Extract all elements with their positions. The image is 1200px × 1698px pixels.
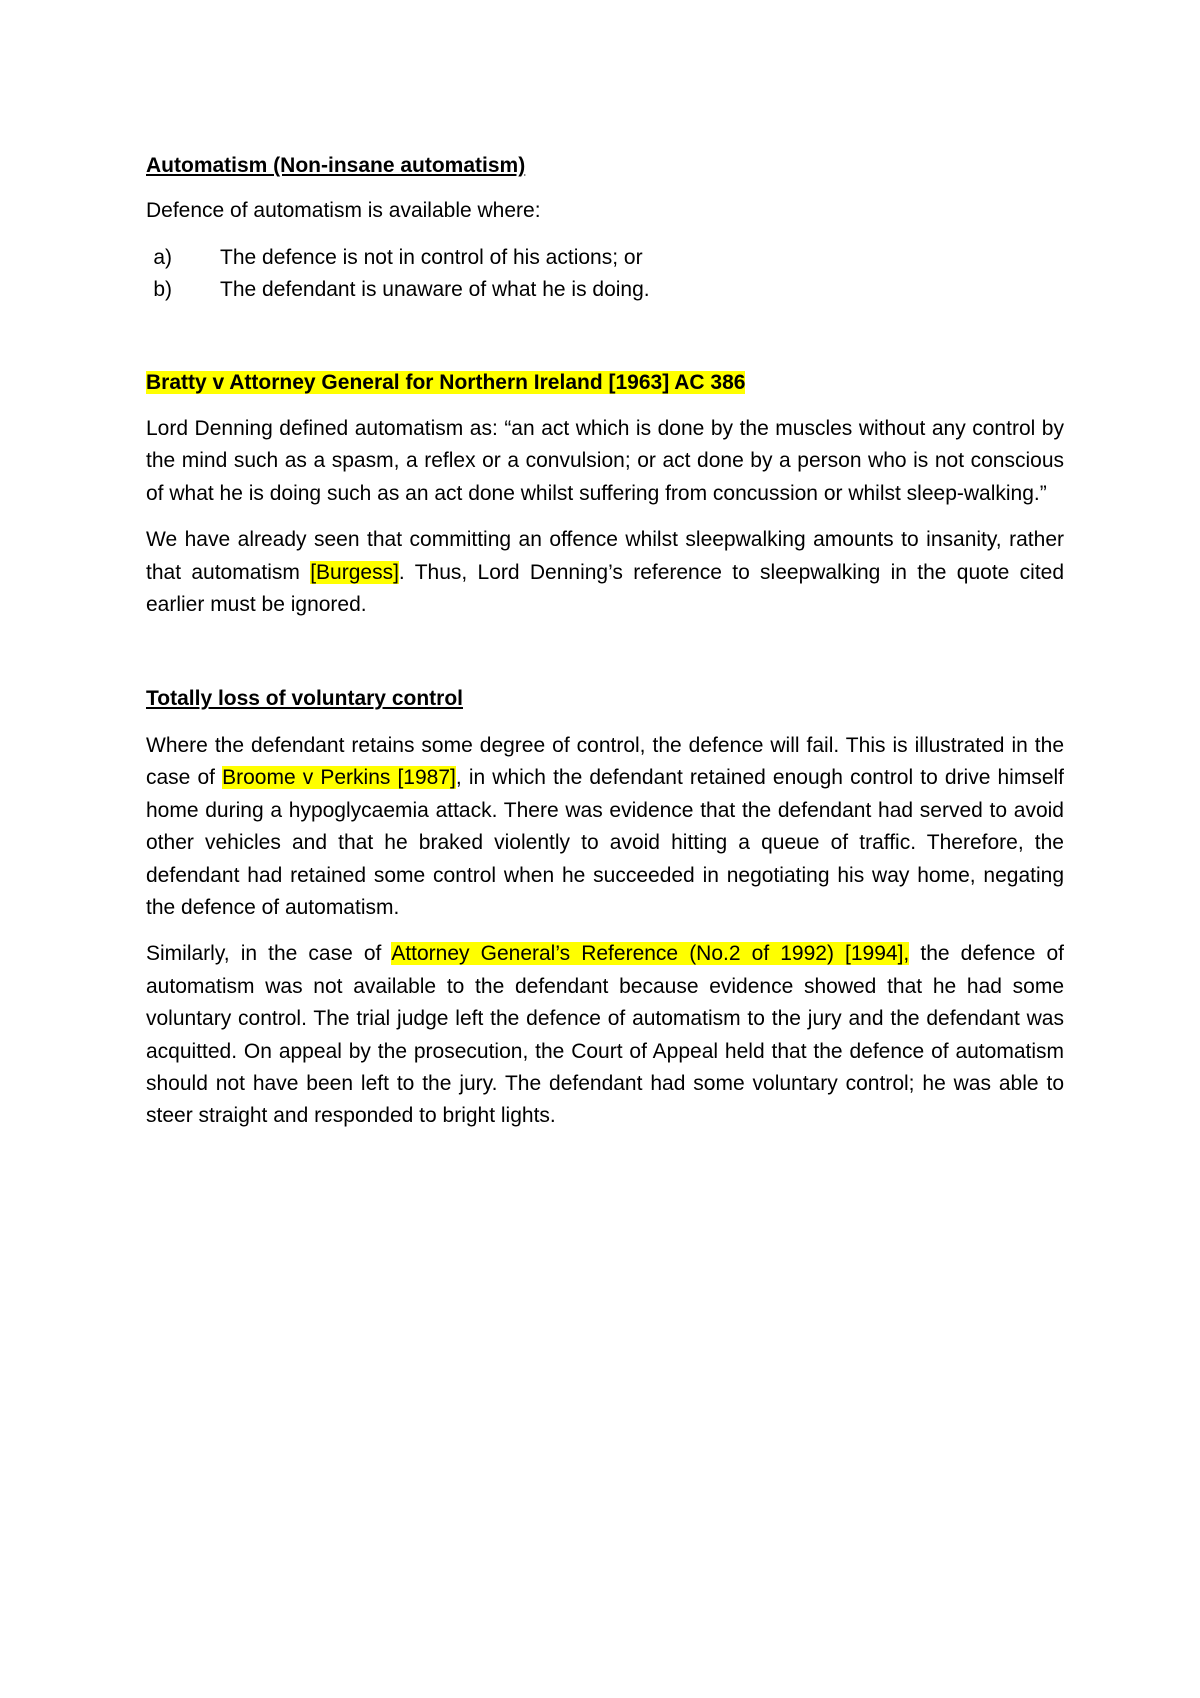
document-body [146, 150, 1064, 1133]
broome-text-after: , in which the defendant retained enough control to drive himself home during a hypoglycaemia attack. There was evidence that the defendant had served to avoid other vehicles and that he braked violently to avoid hitting a queue of traffic. Therefore, the defendant had retained some control when he succeeded in negotiating his way home, negating the defence of automatism. [146, 766, 1064, 919]
section-heading-voluntary-control: Totally loss of voluntary control [146, 687, 463, 711]
broome-text-before: Where the defendant retains some degree of control, the defence will fail. This is illustrated in the case of [146, 733, 1064, 790]
ag-reference-paragraph [146, 938, 1064, 1132]
broome-paragraph [146, 730, 1064, 924]
list-item [146, 274, 1064, 306]
conditions-list [146, 242, 1064, 307]
ag-reference-text-after: the defence of automatism was not available to the defendant because evidence showed that he had some voluntary control. The trial judge left the defence of automatism to the jury and the defendant was acquitted. On appeal by the prosecution, the Court of Appeal held that the defence of automatism should not have been left to the jury. The defendant had some voluntary control; he was able to steer straight and responded to bright lights. [146, 942, 1064, 1128]
list-marker: b) [153, 278, 172, 302]
case-citation-ag-reference: Attorney General’s Reference (No.2 of 1992) [1994], [391, 942, 910, 966]
list-marker: a) [153, 245, 172, 269]
case-citation-burgess: [Burgess] [310, 560, 399, 584]
list-item-text: The defence is not in control of his actions; or [220, 245, 643, 269]
intro-paragraph: Defence of automatism is available where: [146, 199, 541, 223]
ag-reference-text-before: Similarly, in the case of [146, 942, 392, 966]
section-heading-automatism: Automatism (Non-insane automatism) [146, 154, 526, 177]
list-item [146, 242, 1064, 274]
sleepwalking-paragraph [146, 524, 1064, 621]
case-heading-bratty [146, 367, 1064, 399]
sleepwalking-text-after: . Thus, Lord Denning’s reference to sleepwalking in the quote cited earlier must be ignored. [146, 560, 1065, 617]
case-citation-broome: Broome v Perkins [1987] [222, 766, 456, 790]
case-heading-highlight: Bratty v Attorney General for Northern Ireland [1963] AC 386 [146, 370, 746, 394]
denning-paragraph: Lord Denning defined automatism as: “an act which is done by the muscles without any control by the mind such as a spasm, a reflex or a convulsion; or act done by a person who is not conscious of what he is doing such as an act done whilst suffering from concussion or whilst sleep-walking.” [146, 417, 1064, 505]
list-item-text: The defendant is unaware of what he is doing. [220, 278, 650, 302]
sleepwalking-text-before: We have already seen that committing an offence whilst sleepwalking amounts to insanity, rather that automatism [146, 528, 1064, 584]
